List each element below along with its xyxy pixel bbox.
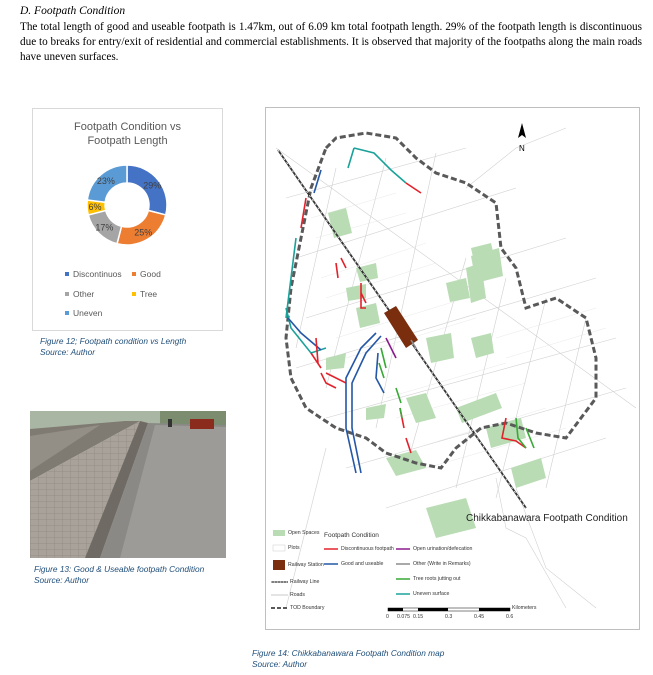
scale-tick-5: 0.6 [506,614,514,620]
footpath-photo [30,411,226,558]
legend-label-uneven: Uneven [73,308,103,318]
legend-plots-swatch [273,545,285,551]
legend-uneven-label: Uneven surface [413,591,450,597]
legend-tree-label: Tree roots jutting out [413,576,461,582]
legend-boundary-label: TOD Boundary [290,605,325,611]
legend-tree [132,289,157,299]
legend-good [132,269,161,279]
legend-swatch-uneven [65,311,69,315]
figure12-title: Figure 12; Footpath condition vs Length [40,336,187,346]
donut-label-tree: 6% [88,202,102,213]
legend-railway-label: Railway Line [290,579,320,585]
chart-title-line-2: Footpath Length [87,135,168,147]
figure13-source: Source: Author [34,575,90,585]
scale-tick-0: 0 [386,614,389,620]
scale-tick-3: 0.3 [445,614,453,620]
legend-station-label: Railway Station [288,562,324,568]
figure13-caption [34,564,204,586]
legend-swatch-discontinuos [65,272,69,276]
donut-label-other: 17% [95,222,114,233]
donut-label-uneven: 23% [96,175,115,186]
scale-unit-label: Kilometers [512,605,537,611]
legend-other-label: Other (Write in Remarks) [413,561,471,567]
chart-title-line-1: Footpath Condition vs [73,121,181,133]
legend-urination-label: Open urination/defecation [413,546,473,552]
donut-label-good: 25% [134,227,153,238]
scale-tick-2: 0.15 [413,614,424,620]
scale-tick-4: 0.45 [474,614,485,620]
map-north-label: N [519,144,525,153]
scale-tick-1: 0.075 [397,614,410,620]
figure12-source: Source: Author [40,347,96,357]
donut-label-discontinuos: 29% [143,180,162,191]
legend-label-discontinuos: Discontinuos [73,269,122,279]
footpath-chart [32,108,223,331]
map-north-arrow [518,123,526,153]
legend-label-other: Other [73,289,95,299]
legend-swatch-good [132,272,136,276]
legend-other [65,289,94,299]
footpath-photo-image [30,411,226,558]
legend-swatch-tree [132,292,136,296]
figure12-caption [40,336,186,358]
legend-footpath-title: Footpath Condition [324,532,379,539]
legend-good-label: Good and useable [341,561,384,567]
figure14-title: Figure 14: Chikkabanawara Footpath Condition map [252,648,445,658]
legend-roads-label: Roads [290,592,305,598]
map-scale-bar [388,608,510,611]
figure14-caption [252,648,444,670]
donut-chart [33,109,222,330]
legend-uneven [65,308,102,318]
map-title: Chikkabanawara Footpath Condition [466,513,628,524]
legend-label-good: Good [140,269,161,279]
figure13-title: Figure 13: Good & Useable footpath Condition [34,564,205,574]
legend-open-spaces-swatch [273,530,285,536]
legend-station-swatch [273,560,285,570]
legend-plots-label: Plots [288,545,300,551]
legend-discontinuos [65,269,122,279]
legend-discontinuous-label: Discontinuous footpath [341,546,394,552]
footpath-map [265,107,640,630]
figure14-source: Source: Author [252,659,308,669]
legend-label-tree: Tree [140,289,158,299]
section-heading: D. Footpath Condition [20,5,126,17]
legend-swatch-other [65,292,69,296]
section-paragraph: The total length of good and useable footpath is 1.47km, out of 6.09 km total footpath length. 29% of the footpath length is discontinuous due to breaks for entry/exit of residential and commercial establishments. It is observed that majority of the footpaths along the main roads have uneven surfaces. [20,21,642,63]
legend-open-spaces-label: Open Spaces [288,530,320,536]
